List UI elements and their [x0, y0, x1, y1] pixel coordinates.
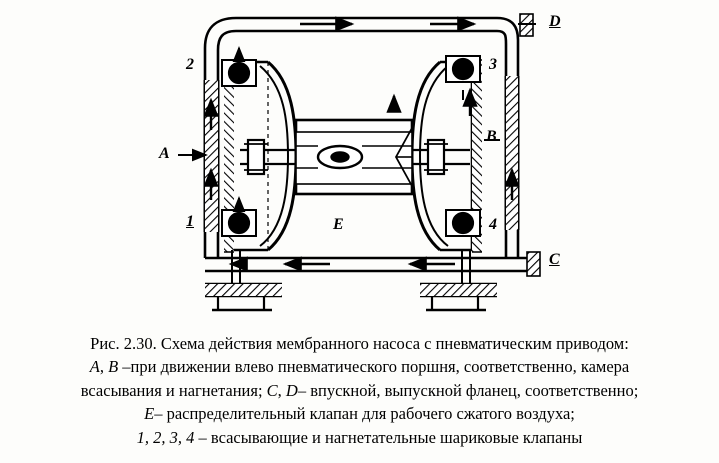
label-valve-2: 2 [186, 56, 194, 73]
caption-text-4: – распределительный клапан для рабочего сжатого воздуха; [154, 404, 575, 424]
caption-text-2: –при движении влево пневматического поршня, соответственно, камера [118, 357, 630, 377]
label-E: E [333, 216, 344, 233]
label-valve-4: 4 [489, 216, 497, 233]
caption-sep-2: , [277, 380, 286, 400]
label-valve-3: 3 [489, 56, 497, 73]
label-valve-1: 1 [186, 213, 194, 230]
label-D: D [549, 13, 561, 30]
caption-line-2 [0, 355, 719, 378]
label-B: B [486, 128, 497, 145]
caption-line-1: Рис. 2.30. Схема действия мембранного насоса с пневматическим приводом: [90, 334, 629, 353]
caption-text-3a: всасывания и нагнетания; [80, 380, 267, 400]
caption-sep-1: , [99, 357, 109, 377]
caption-term-A: A [89, 357, 100, 377]
caption-line-4 [0, 402, 719, 425]
figure-caption [0, 332, 719, 449]
caption-line-5 [0, 426, 719, 449]
caption-term-valves: 1, 2, 3, 4 [136, 427, 195, 447]
caption-term-E: E [144, 404, 155, 424]
caption-term-C: C [266, 380, 278, 400]
caption-term-B: B [108, 357, 119, 377]
label-A: A [159, 145, 170, 162]
caption-term-D: D [285, 380, 298, 400]
caption-text-3b: – впускной, выпускной фланец, соответственно; [297, 380, 639, 400]
caption-text-5: – всасывающие и нагнетательные шариковые клапаны [194, 427, 583, 447]
caption-line-3 [0, 379, 719, 402]
label-C: C [549, 251, 560, 268]
